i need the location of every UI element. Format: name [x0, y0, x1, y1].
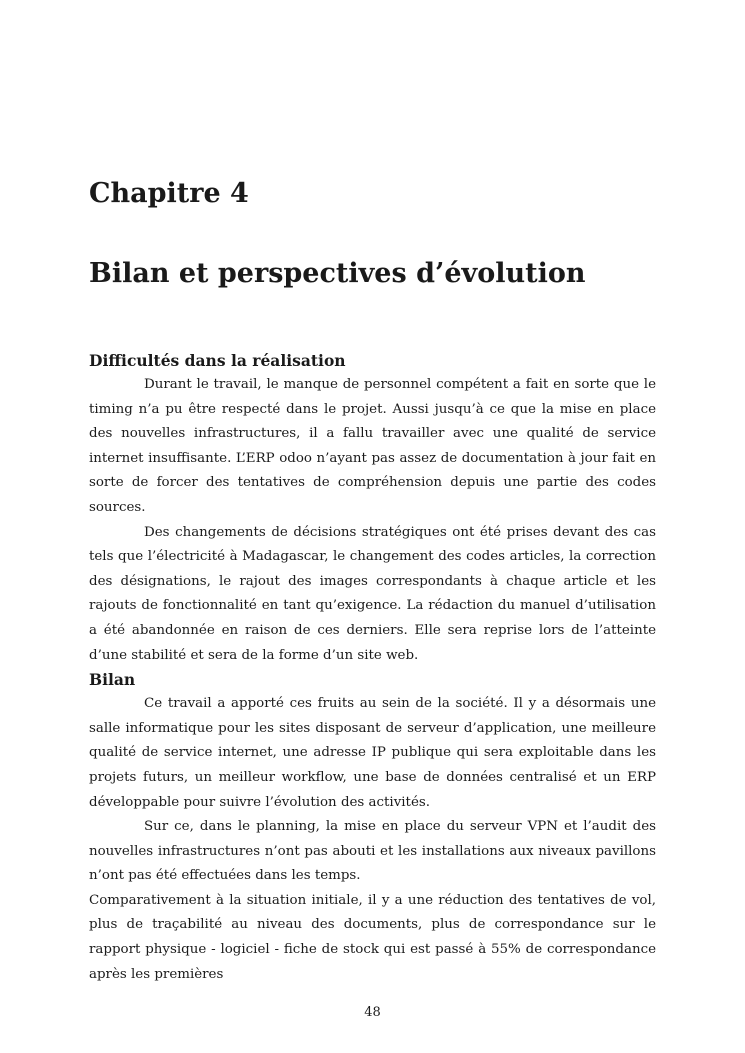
paragraph: Ce travail a apporté ces fruits au sein de la société. Il y a désormais une salle informatique pour les sites disposant de serveur d’application, une meilleure qualité de service internet, une adresse IP publique qui sera exploitable dans les projets futurs, un meilleur workflow, une base de données centralisé et un ERP développable pour suivre l’évolution des activités. [89, 696, 656, 810]
paragraph: Des changements de décisions stratégiques ont été prises devant des cas tels que l’électricité à Madagascar, le changement des codes articles, la correction des désignations, le rajout des images correspondants à chaque article et les rajouts de fonctionnalité en tant qu’exigence. La rédaction du manuel d’utilisation a été abandonnée en raison de ces derniers. Elle sera reprise lors de l’atteinte d’une stabilité et sera de la forme d’un site web. [89, 524, 656, 663]
chapter-title: Bilan et perspectives d’évolution [89, 258, 586, 289]
page-number: 48 [364, 1005, 381, 1020]
section-heading-bilan: Bilan [89, 670, 136, 690]
document-page [89, 0, 656, 1053]
paragraph: Durant le travail, le manque de personnel compétent a fait en sorte que le timing n’a pu être respecté dans le projet. Aussi jusqu’à ce que la mise en place des nouvelles infrastructures, il a fallu travailler avec une qualité de service internet insuffisante. L’ERP odoo n’ayant pas assez de documentation à jour fait en sorte de forcer des tentatives de compréhension depuis une partie des codes sources. [89, 377, 656, 515]
paragraph: Sur ce, dans le planning, la mise en place du serveur VPN et l’audit des nouvelles infrastructures n’ont pas abouti et les installations aux niveaux pavillons n’ont pas été effectuées dans les temps. [89, 819, 656, 884]
chapter-label: Chapitre 4 [89, 178, 249, 209]
section-heading-difficultes: Difficultés dans la réalisation [89, 351, 346, 370]
chapter-body [89, 349, 656, 987]
paragraph: Comparativement à la situation initiale, il y a une réduction des tentatives de vol, plus de traçabilité au niveau des documents, plus de correspondance sur le rapport physique - logiciel - fiche de stock qui est passé à 55% de correspondance après les premières [89, 892, 656, 982]
